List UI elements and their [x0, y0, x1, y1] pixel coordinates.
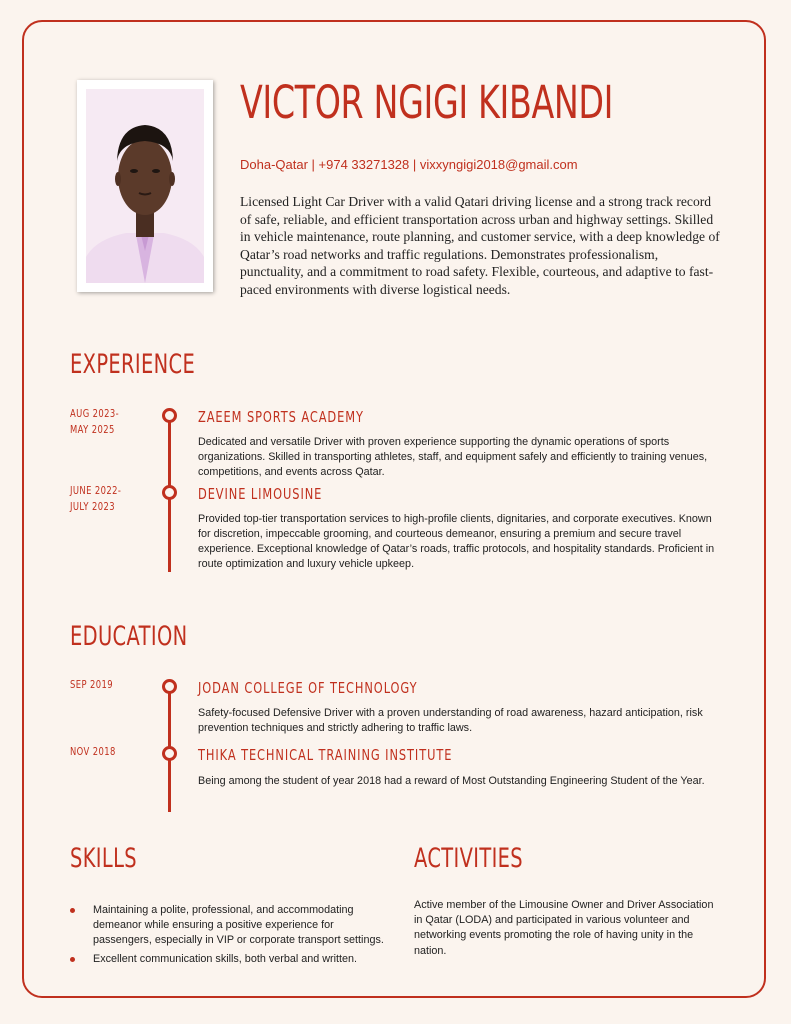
activities-heading: ACTIVITIES	[414, 843, 524, 874]
skills-list	[70, 903, 390, 970]
timeline-dot-icon	[162, 485, 177, 500]
experience-date-start: AUG 2023-	[70, 408, 120, 420]
experience-date	[70, 483, 121, 515]
education-description: Safety-focused Defensive Driver with a proven understanding of road awareness, hazard anticipation, risk prevention techniques and strictly adhering to traffic laws.	[198, 707, 703, 734]
experience-company: ZAEEM SPORTS ACADEMY	[198, 408, 364, 426]
skill-text: Excellent communication skills, both verbal and written.	[93, 952, 358, 965]
profile-summary: Licensed Light Car Driver with a valid Qatari driving license and a strong track record of safe, reliable, and efficient transportation across urban and highway settings. Skilled in vehicle maintenance, route planning, and customer service, with a deep knowledge of Qatar’s road networks and traffic regulations. Demonstrates professionalism, punctuality, and a commitment to road safety. Flexible, courteous, and adaptive to fast-paced environments with diverse logistical needs.	[240, 194, 720, 297]
experience-date	[70, 406, 119, 438]
bullet-icon	[70, 957, 75, 962]
timeline-dot-icon	[162, 679, 177, 694]
experience-description: Dedicated and versatile Driver with proven experience supporting the dynamic operations of sports organizations. Skilled in transporting athletes, staff, and equipment safely and efficiently to training venues, competitions, and events across Qatar.	[198, 436, 708, 478]
candidate-name: VICTOR NGIGI KIBANDI	[240, 76, 614, 129]
bullet-icon	[70, 908, 75, 913]
experience-description: Provided top-tier transportation services to high-profile clients, dignitaries, and corporate executives. Known for discretion, impeccable grooming, and courteous demeanor, ensuring a premium and secure travel experience. Exceptional knowledge of Qatar’s roads, traffic protocols, and hospitality standards. Proficient in route optimization and luxury vehicle upkeep.	[198, 513, 715, 570]
list-item	[70, 903, 390, 949]
education-heading: EDUCATION	[70, 621, 188, 652]
activities-text: Active member of the Limousine Owner and Driver Association in Qatar (LODA) and participated in various volunteer and networking events promoting the role of having unity in the nation.	[414, 899, 714, 957]
education-school: THIKA TECHNICAL TRAINING INSTITUTE	[198, 746, 453, 764]
experience-date-start: JUNE 2022-	[70, 485, 122, 497]
education-school: JODAN COLLEGE OF TECHNOLOGY	[198, 679, 418, 697]
experience-date-end: JULY 2023	[70, 501, 115, 513]
education-date: SEP 2019	[70, 679, 113, 691]
contact-info: Doha-Qatar | +974 33271328 | vixxyngigi2018@gmail.com	[240, 157, 578, 172]
skill-text: Maintaining a polite, professional, and accommodating demeanor while ensuring a positive experience for passengers, especially in VIP or corporate transport settings.	[93, 904, 384, 947]
list-item	[70, 952, 390, 967]
profile-photo	[77, 80, 213, 292]
experience-date-end: MAY 2025	[70, 424, 115, 436]
experience-company: DEVINE LIMOUSINE	[198, 485, 323, 503]
timeline-dot-icon	[162, 408, 177, 423]
experience-heading: EXPERIENCE	[70, 349, 196, 380]
profile-photo-image	[86, 89, 204, 283]
education-description: Being among the student of year 2018 had a reward of Most Outstanding Engineering Student of the Year.	[198, 775, 705, 787]
education-date: NOV 2018	[70, 746, 116, 758]
skills-heading: SKILLS	[70, 843, 137, 874]
timeline-dot-icon	[162, 746, 177, 761]
